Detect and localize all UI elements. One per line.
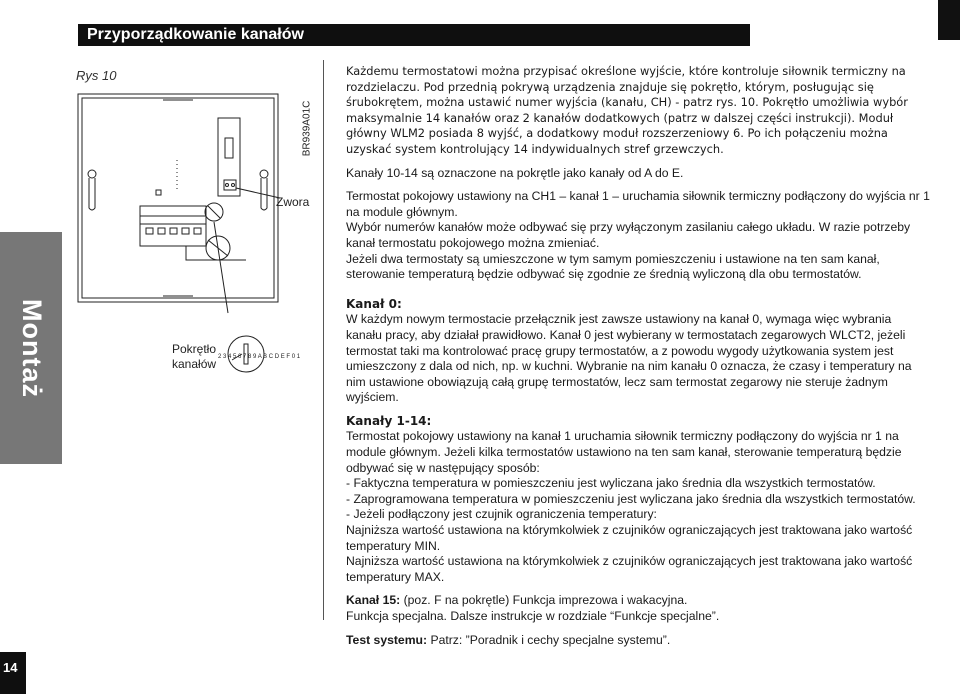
- kanaly-line: - Zaprogramowana temperatura w pomieszczeniu jest wyliczana jako średnia dla wszystkich termostatów.: [346, 491, 916, 506]
- kanaly-body: Termostat pokojowy ustawiony na kanał 1 uruchamia siłownik termiczny podłączony do wyjścia nr 1 na module głównym. Jeżeli kilka termostatów ustawiono na ten sam kanał, sterowanie temperaturą będzie odbywać się w następujący sposób:: [346, 429, 902, 475]
- dial-digits-text: 2 3 4 5 6 7 8 9 A B C D E F 0 1: [218, 354, 301, 360]
- test-body: Patrz: ”Poradnik i cechy specjalne systemu”.: [430, 632, 671, 647]
- intro-paragraph-2: Kanały 10-14 są oznaczone na pokrętle jako kanały od A do E.: [346, 165, 684, 180]
- figure-code: BR939A01C: [301, 100, 313, 156]
- kanal15-body: (poz. F na pokrętle) Funkcja imprezowa i wakacyjna.: [403, 593, 688, 608]
- kanal15-paragraph: [346, 593, 930, 609]
- kanaly-line: - Faktyczna temperatura w pomieszczeniu jest wyliczana jako średnia dla wszystkich termostatów.: [346, 476, 876, 491]
- intro-paragraph-4: Wybór numerów kanałów może odbywać się przy wyłączonym zasilaniu całego układu. W razie potrzeby kanał termostatu pokojowego można zmieniać.: [346, 220, 911, 250]
- callout-knob-line1: Pokrętło: [172, 342, 217, 356]
- callout-knob-line2: kanałów: [172, 357, 217, 371]
- text-column: [346, 64, 930, 648]
- side-tab-label: Montaż: [16, 298, 47, 398]
- kanal15-line2: Funkcja specjalna. Dalsze instrukcje w rozdziale “Funkcje specjalne”.: [346, 609, 720, 623]
- thermostat-diagram: [68, 58, 318, 378]
- intro-paragraph-3: Termostat pokojowy ustawiony na CH1 – kanał 1 – uruchamia siłownik termiczny podłączony do wyjścia nr 1 na module głównym.: [346, 189, 930, 219]
- section-header-bar: [78, 24, 750, 46]
- test-heading: Test systemu:: [346, 632, 428, 647]
- kanal15-heading: Kanał 15:: [346, 593, 401, 608]
- test-paragraph: [346, 633, 930, 649]
- kanaly-line: Najniższa wartość ustawiona na którymkolwiek z czujników ograniczających jest traktowana jako wartość temperatury MIN.: [346, 523, 913, 553]
- figure-label: Rys 10: [76, 68, 117, 83]
- section-title: Przyporządkowanie kanałów: [87, 26, 304, 43]
- kanaly-heading: Kanały 1-14:: [346, 413, 432, 428]
- callout-jumper: Zwora: [276, 195, 310, 209]
- intro-paragraph-1: Każdemu termostatowi można przypisać określone wyjście, które kontroluje siłownik termiczny na rozdzielaczu. Pod przednią pokrywą urządzenia znajduje się pokrętło, którym, posługując się śrubokrętem, można ustawić numer wyjścia (kanału, CH) - patrz rys. 10. Pokrętło umożliwia wybór maksymalnie 14 kanałów oraz 2 kanałów dodatkowych (patrz w dalszej części instrukcji). Moduł główny WLM2 posiada 8 wyjść, a dodatkowy moduł rozszerzeniowy 6. Po ich połączeniu można uzyskać system kontrolujący 14 indywidualnych stref grzewczych.: [346, 64, 908, 156]
- kanal0-body: W każdym nowym termostacie przełącznik jest zawsze ustawiony na kanał 0, wymaga więc wybrania kanału pracy, aby działał prawidłowo. Kanał 0 jest wybierany w termostatach zegarowych WLCT2, jeżeli termostat taki ma kontrolować pracę grupy termostatów, a z powodu wygody użytkowania system jest umieszczony z dala od nich, np. w kuchni. Wybranie na nim kanału 0 oznacza, że czasy i temperatury na nim ustawione obowiązują całą grupę termostatów, lecz sam termostat zegarowy nie steruje żadnym wyjściem.: [346, 312, 912, 405]
- intro-paragraph-5: Jeżeli dwa termostaty są umieszczone w tym samym pomieszczeniu i ustawione na ten sam kanał, sterowanie temperaturą będzie odbywać się zgodnie ze średnią wyliczoną dla obu termostatów.: [346, 251, 880, 282]
- page-number-box: [0, 652, 26, 694]
- page-number: 14: [3, 660, 18, 675]
- corner-mark: [938, 0, 960, 40]
- side-tab: [0, 232, 62, 464]
- kanaly-line: Najniższa wartość ustawiona na którymkolwiek z czujników ograniczających jest traktowana jako wartość temperatury MAX.: [346, 554, 913, 584]
- kanaly-line: - Jeżeli podłączony jest czujnik ograniczenia temperatury:: [346, 507, 657, 522]
- kanal0-heading: Kanał 0:: [346, 296, 402, 311]
- column-divider: [323, 60, 324, 620]
